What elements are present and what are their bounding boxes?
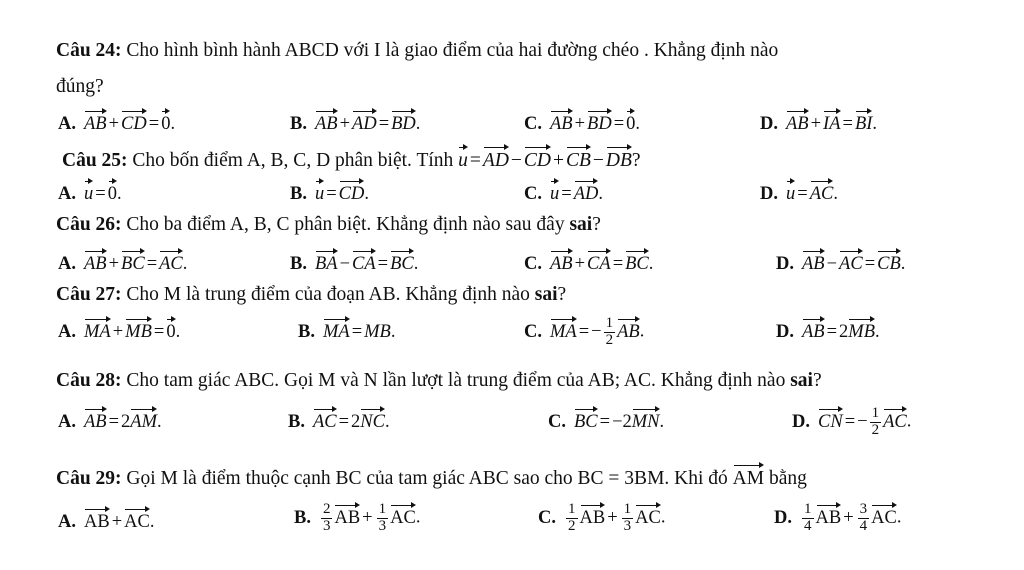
option-24-a[interactable]: A. AB + CD = 0. bbox=[58, 110, 175, 135]
question-text: Cho tam giác ABC. Gọi M và N lần lượt là trung điểm của AB; AC. Khẳng định nào bbox=[126, 370, 786, 391]
option-26-c[interactable]: C. AB + CA = BC. bbox=[524, 250, 653, 275]
vector-cd: CD bbox=[121, 110, 147, 134]
question-27: Câu 27: Cho M là trung điểm của đoạn AB. Khẳng định nào sai? bbox=[56, 284, 567, 305]
question-label: Câu 27: bbox=[56, 284, 122, 305]
option-25-b[interactable]: B. u = CD. bbox=[290, 180, 369, 205]
fraction: $\frac{1}{2}$ bbox=[605, 315, 614, 348]
emphasis-sai: sai bbox=[790, 370, 813, 391]
option-25-c[interactable]: C. u = AD. bbox=[524, 180, 603, 205]
option-24-d[interactable]: D. AB + IA = BI. bbox=[760, 110, 877, 135]
question-text: đúng? bbox=[56, 76, 104, 97]
fraction: $\frac{3}{4}$ bbox=[859, 501, 868, 534]
fraction: $\frac{1}{4}$ bbox=[804, 501, 812, 534]
question-label: Câu 25: bbox=[62, 150, 128, 171]
zero-vector: 0 bbox=[161, 110, 170, 134]
question-29: Câu 29: Gọi M là điểm thuộc cạnh BC của tam giác ABC sao cho BC = 3BM. Khi đó AM bằng bbox=[56, 464, 807, 490]
option-29-d[interactable]: D. $\frac{1}{4}$ AB + $\frac{3}{4}$ AC. bbox=[774, 501, 902, 534]
fraction: $\frac{1}{3}$ bbox=[623, 501, 632, 534]
option-29-b[interactable]: B. $\frac{2}{3}$ AB + $\frac{1}{3}$ AC. bbox=[294, 501, 421, 534]
question-text: Cho bốn điểm A, B, C, D phân biệt. Tính bbox=[132, 150, 454, 171]
option-29-a[interactable]: A. AB + AC. bbox=[58, 508, 154, 533]
question-label: Câu 26: bbox=[56, 214, 122, 235]
option-27-a[interactable]: A. MA + MB = 0. bbox=[58, 318, 180, 343]
fraction: $\frac{2}{3}$ bbox=[322, 501, 331, 534]
condition: BC = 3BM bbox=[577, 468, 665, 489]
option-28-b[interactable]: B. AC = 2NC. bbox=[288, 408, 390, 433]
option-25-a[interactable]: A. u = 0. bbox=[58, 180, 122, 205]
option-28-d[interactable]: D. CN = − $\frac{1}{2}$ AC. bbox=[792, 405, 912, 438]
question-24 bbox=[56, 40, 778, 62]
option-27-b[interactable]: B. MA = MB. bbox=[298, 318, 395, 343]
option-26-a[interactable]: A. AB + BC = AC. bbox=[58, 250, 187, 275]
question-text: Gọi M là điểm thuộc cạnh BC của tam giác ABC sao cho bbox=[126, 468, 573, 489]
question-label: Câu 24: bbox=[56, 40, 122, 61]
question-24-continued bbox=[56, 76, 104, 98]
question-text: Cho ba điểm A, B, C phân biệt. Khẳng định nào sau đây bbox=[126, 214, 565, 235]
emphasis-sai: sai bbox=[569, 214, 593, 235]
question-26: Câu 26: Cho ba điểm A, B, C phân biệt. Khẳng định nào sau đây sai? bbox=[56, 214, 601, 235]
question-25: Câu 25: Cho bốn điểm A, B, C, D phân biệt. Tính u = AD − CD + CB − DB? bbox=[62, 146, 641, 172]
option-28-a[interactable]: A. AB = 2AM. bbox=[58, 408, 162, 433]
option-27-d[interactable]: D. AB = 2MB. bbox=[776, 318, 880, 343]
question-label: Câu 28: bbox=[56, 370, 122, 391]
question-28: Câu 28: Cho tam giác ABC. Gọi M và N lần lượt là trung điểm của AB; AC. Khẳng định nào sai? bbox=[56, 370, 822, 391]
vector-ab: AB bbox=[84, 110, 107, 134]
question-label: Câu 29: bbox=[56, 468, 122, 489]
question-text: Cho hình bình hành ABCD với I là giao điểm của hai đường chéo . Khẳng định nào bbox=[126, 40, 779, 61]
emphasis-sai: sai bbox=[534, 284, 558, 305]
option-29-c[interactable]: C. $\frac{1}{2}$ AB + $\frac{1}{3}$ AC. bbox=[538, 501, 666, 534]
vector-am: AM bbox=[733, 464, 764, 489]
option-28-c[interactable]: C. BC = −2MN. bbox=[548, 408, 664, 433]
option-26-b[interactable]: B. BA − CA = BC. bbox=[290, 250, 418, 275]
option-26-d[interactable]: D. AB − AC = CB. bbox=[776, 250, 905, 275]
fraction: $\frac{1}{3}$ bbox=[378, 501, 387, 534]
option-24-b[interactable]: B. AB + AD = BD. bbox=[290, 110, 420, 135]
option-25-d[interactable]: D. u = AC. bbox=[760, 180, 838, 205]
fraction: $\frac{1}{2}$ bbox=[871, 405, 880, 438]
fraction: $\frac{1}{2}$ bbox=[568, 501, 576, 534]
question-text: Cho M là trung điểm của đoạn AB. Khẳng định nào bbox=[126, 284, 530, 305]
option-24-c[interactable]: C. AB + BD = 0. bbox=[524, 110, 640, 135]
option-27-c[interactable]: C. MA = − $\frac{1}{2}$ AB. bbox=[524, 315, 645, 348]
